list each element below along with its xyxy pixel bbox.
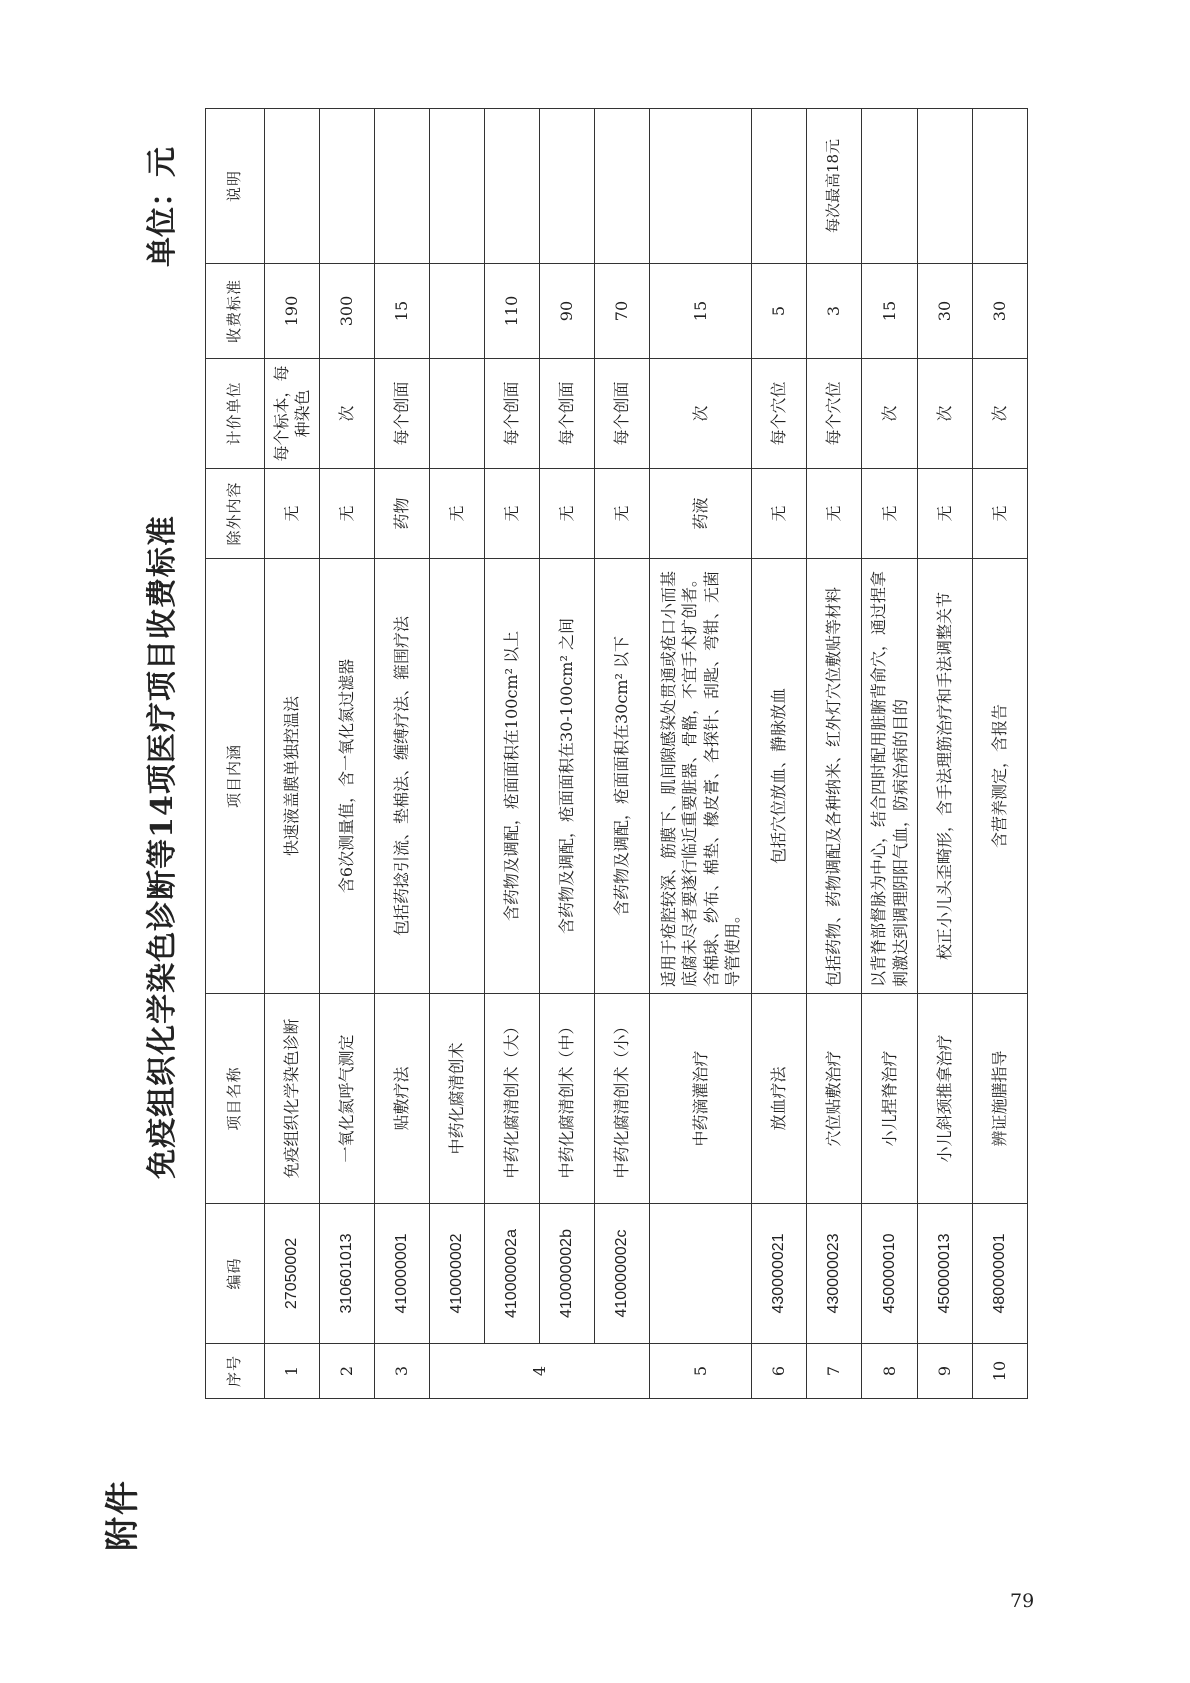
cell-price: 3 <box>807 264 862 359</box>
cell-content: 校正小儿头歪畸形，含手法理筋治疗和手法调整关节 <box>918 559 973 994</box>
cell-name: 小儿捏脊治疗 <box>862 994 918 1204</box>
cell-name: 中药化腐清创术（小） <box>595 994 650 1204</box>
cell-code: 480000001 <box>973 1204 1028 1344</box>
cell-code <box>650 1204 752 1344</box>
cell-seq: 10 <box>973 1344 1028 1399</box>
table-header-row <box>206 109 265 1399</box>
cell-content: 以背脊部督脉为中心，结合四时配用脏腑背俞穴，通过捏拿刺激达到调理阴阳气血，防病治病的目的 <box>862 559 918 994</box>
table-row <box>595 109 650 1399</box>
cell-note <box>320 109 375 264</box>
header-seq: 序号 <box>206 1344 265 1399</box>
cell-price: 30 <box>918 264 973 359</box>
cell-price: 5 <box>752 264 807 359</box>
cell-exclude: 无 <box>485 469 540 559</box>
cell-note <box>485 109 540 264</box>
cell-price: 15 <box>650 264 752 359</box>
table-row <box>862 109 918 1399</box>
unit-label: 单位：元 <box>145 147 180 267</box>
cell-exclude: 无 <box>862 469 918 559</box>
cell-exclude: 无 <box>752 469 807 559</box>
cell-price <box>430 264 485 359</box>
cell-name: 中药化腐清创术 <box>430 994 485 1204</box>
table-row <box>807 109 862 1399</box>
cell-exclude: 无 <box>918 469 973 559</box>
table-row <box>265 109 320 1399</box>
cell-name: 穴位贴敷治疗 <box>807 994 862 1204</box>
header-price: 收费标准 <box>206 264 265 359</box>
cell-note <box>650 109 752 264</box>
cell-note <box>430 109 485 264</box>
cell-code: 410000002c <box>595 1204 650 1344</box>
cell-price: 90 <box>540 264 595 359</box>
cell-code: 410000001 <box>375 1204 430 1344</box>
cell-seq: 2 <box>320 1344 375 1399</box>
cell-price: 15 <box>862 264 918 359</box>
cell-exclude: 无 <box>595 469 650 559</box>
cell-exclude: 无 <box>807 469 862 559</box>
cell-name: 中药滴灌治疗 <box>650 994 752 1204</box>
table-row <box>485 109 540 1399</box>
table-row <box>320 109 375 1399</box>
cell-name: 辨证施膳指导 <box>973 994 1028 1204</box>
header-unit: 计价单位 <box>206 359 265 469</box>
table-row <box>375 109 430 1399</box>
cell-seq: 5 <box>650 1344 752 1399</box>
cell-note <box>752 109 807 264</box>
cell-seq: 7 <box>807 1344 862 1399</box>
cell-unit: 次 <box>918 359 973 469</box>
cell-exclude: 无 <box>430 469 485 559</box>
attachment-label: 附件 <box>103 1479 143 1551</box>
cell-price: 30 <box>973 264 1028 359</box>
page-number: 79 <box>1010 1590 1035 1612</box>
header-name: 项目名称 <box>206 994 265 1204</box>
cell-seq: 1 <box>265 1344 320 1399</box>
cell-unit: 次 <box>650 359 752 469</box>
cell-name: 小儿斜颈推拿治疗 <box>918 994 973 1204</box>
cell-exclude: 药物 <box>375 469 430 559</box>
cell-code: 450000010 <box>862 1204 918 1344</box>
cell-code: 410000002 <box>430 1204 485 1344</box>
page-title: 免疫组织化学染色诊断等14项医疗项目收费标准 <box>145 515 180 1179</box>
cell-note <box>375 109 430 264</box>
cell-unit: 每个创面 <box>595 359 650 469</box>
cell-unit: 每个穴位 <box>807 359 862 469</box>
cell-seq: 4 <box>430 1344 650 1399</box>
cell-seq: 8 <box>862 1344 918 1399</box>
cell-unit: 每个标本，每种染色 <box>265 359 320 469</box>
table-row <box>918 109 973 1399</box>
cell-unit: 每个创面 <box>375 359 430 469</box>
table-row <box>540 109 595 1399</box>
cell-price: 15 <box>375 264 430 359</box>
cell-name: 中药化腐清创术（大） <box>485 994 540 1204</box>
cell-code: 27050002 <box>265 1204 320 1344</box>
header-exclude: 除外内容 <box>206 469 265 559</box>
cell-exclude: 无 <box>265 469 320 559</box>
cell-content <box>430 559 485 994</box>
cell-note <box>918 109 973 264</box>
cell-content: 包括药捻引流、垫棉法、缠缚疗法、箍围疗法 <box>375 559 430 994</box>
table-row <box>752 109 807 1399</box>
cell-code: 410000002a <box>485 1204 540 1344</box>
cell-name: 一氧化氮呼气测定 <box>320 994 375 1204</box>
cell-exclude: 无 <box>320 469 375 559</box>
cell-content: 适用于疮腔较深、筋膜下、肌间隙感染处贯通或疮口小而基底腐未尽者要遂行临近重要脏器、骨骼，不宜手术扩创者。含棉球、纱布、棉垫、橡皮膏、各探针、刮匙、弯钳、无菌导管使用。 <box>650 559 752 994</box>
cell-exclude: 无 <box>973 469 1028 559</box>
cell-price: 110 <box>485 264 540 359</box>
cell-price: 190 <box>265 264 320 359</box>
cell-name: 免疫组织化学染色诊断 <box>265 994 320 1204</box>
cell-note <box>862 109 918 264</box>
cell-name: 中药化腐清创术（中） <box>540 994 595 1204</box>
cell-content: 含药物及调配，疮面面积在30cm² 以下 <box>595 559 650 994</box>
cell-price: 300 <box>320 264 375 359</box>
fee-table <box>205 108 1028 1399</box>
header-content: 项目内涵 <box>206 559 265 994</box>
cell-code: 410000002b <box>540 1204 595 1344</box>
header-note: 说明 <box>206 109 265 264</box>
cell-seq: 9 <box>918 1344 973 1399</box>
rotated-document <box>95 127 1065 1567</box>
cell-unit: 每个穴位 <box>752 359 807 469</box>
cell-unit: 次 <box>862 359 918 469</box>
cell-unit <box>430 359 485 469</box>
cell-price: 70 <box>595 264 650 359</box>
cell-note <box>595 109 650 264</box>
cell-code: 450000013 <box>918 1204 973 1344</box>
header-code: 编码 <box>206 1204 265 1344</box>
cell-code: 310601013 <box>320 1204 375 1344</box>
cell-unit: 每个创面 <box>485 359 540 469</box>
cell-name: 贴敷疗法 <box>375 994 430 1204</box>
cell-content: 含营养测定，含报告 <box>973 559 1028 994</box>
cell-note <box>973 109 1028 264</box>
table-row <box>430 109 485 1399</box>
table-row <box>973 109 1028 1399</box>
cell-content: 含6次测量值，含一氧化氮过滤器 <box>320 559 375 994</box>
table-row <box>650 109 752 1399</box>
cell-seq: 6 <box>752 1344 807 1399</box>
cell-note: 每次最高18元 <box>807 109 862 264</box>
cell-note <box>540 109 595 264</box>
cell-content: 快速液盖膜单独控温法 <box>265 559 320 994</box>
cell-note <box>265 109 320 264</box>
cell-seq: 3 <box>375 1344 430 1399</box>
cell-content: 含药物及调配，疮面面积在30-100cm² 之间 <box>540 559 595 994</box>
cell-unit: 次 <box>320 359 375 469</box>
cell-unit: 每个创面 <box>540 359 595 469</box>
cell-exclude: 药液 <box>650 469 752 559</box>
cell-code: 430000023 <box>807 1204 862 1344</box>
cell-code: 430000021 <box>752 1204 807 1344</box>
cell-content: 包括药物、药物调配及各种纳米、红外灯穴位敷贴等材料 <box>807 559 862 994</box>
cell-exclude: 无 <box>540 469 595 559</box>
cell-content: 含药物及调配，疮面面积在100cm² 以上 <box>485 559 540 994</box>
cell-content: 包括穴位放血、静脉放血 <box>752 559 807 994</box>
cell-name: 放血疗法 <box>752 994 807 1204</box>
cell-unit: 次 <box>973 359 1028 469</box>
